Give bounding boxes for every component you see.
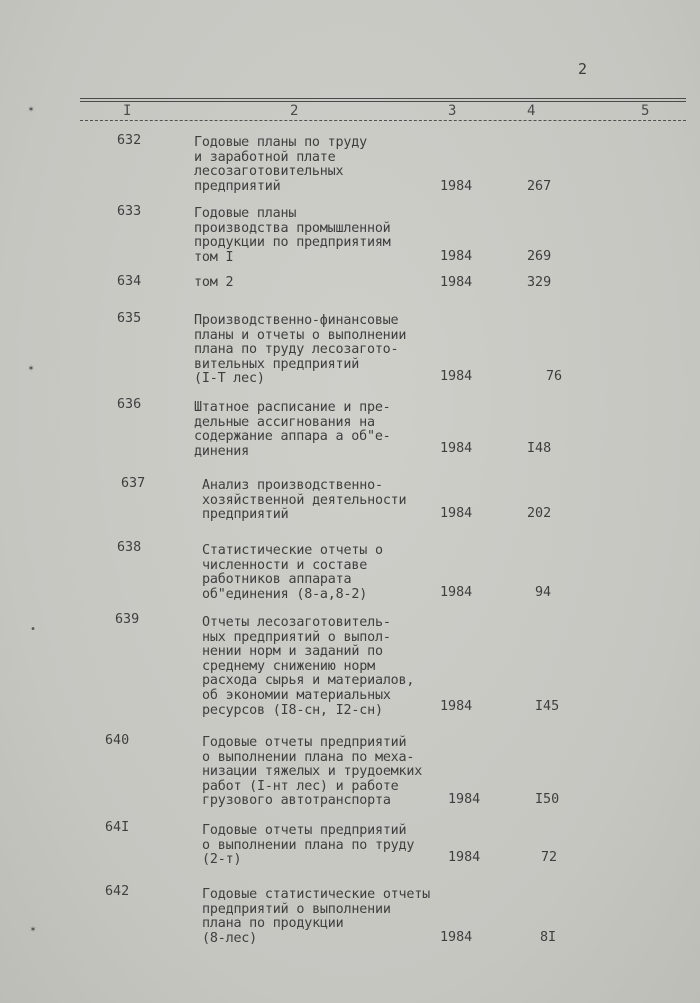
margin-punch-mark: ✶ xyxy=(28,363,35,374)
row-year: 1984 xyxy=(448,850,481,865)
column-header-2: 2 xyxy=(290,103,299,119)
row-number: 637 xyxy=(121,476,146,491)
row-number: 640 xyxy=(105,733,130,748)
row-title: Штатное расписание и пре- дельные ассигнования на содержание аппара а об"е- динения xyxy=(194,400,391,459)
row-number: 64I xyxy=(105,820,130,835)
row-title: Годовые статистические отчеты предприятий о выполнении плана по продукции (8-лес) xyxy=(202,887,430,946)
header-rule-top xyxy=(80,98,686,99)
row-number: 633 xyxy=(117,204,142,219)
row-number: 639 xyxy=(115,612,140,627)
row-year: 1984 xyxy=(440,506,473,521)
margin-punch-mark: ✶ xyxy=(28,104,35,115)
row-title: Годовые отчеты предприятий о выполнении плана по труду (2-т) xyxy=(202,823,415,868)
column-header-3: 3 xyxy=(448,103,457,119)
column-header-1: I xyxy=(123,103,132,119)
column-header-4: 4 xyxy=(527,103,536,119)
row-title: Статистические отчеты о численности и составе работников аппарата об"единения (8-а,8-2) xyxy=(202,543,383,602)
row-year: 1984 xyxy=(440,585,473,600)
row-count: I45 xyxy=(535,699,560,714)
row-count: I50 xyxy=(535,792,560,807)
row-title: Производственно-финансовые планы и отчеты о выполнении плана по труду лесозагото- вительных предприятий (I-Т лес) xyxy=(194,313,407,387)
row-number: 638 xyxy=(117,540,142,555)
margin-punch-mark: • xyxy=(30,624,37,635)
row-year: 1984 xyxy=(440,441,473,456)
row-title: Годовые планы производства промышленной продукции по предприятиям том I xyxy=(194,206,391,265)
row-title: Анализ производственно- хозяйственной деятельности предприятий xyxy=(202,478,407,523)
row-count: I48 xyxy=(527,441,552,456)
margin-punch-mark: ✶ xyxy=(30,924,37,935)
row-number: 635 xyxy=(117,311,142,326)
row-title: Годовые отчеты предприятий о выполнении плана по меха- низации тяжелых и трудоемких работ (I-нт лес) и работе грузового автотранспорта xyxy=(202,735,423,809)
row-number: 636 xyxy=(117,397,142,412)
row-year: 1984 xyxy=(448,792,481,807)
header-rule-bottom xyxy=(80,120,686,121)
row-number: 642 xyxy=(105,884,130,899)
row-title: Отчеты лесозаготовитель- ных предприятий о выпол- нении норм и заданий по среднему снижению норм расхода сырья и материалов, об экономии материальных ресурсов (I8-сн, I2-сн) xyxy=(202,615,415,718)
row-count: 94 xyxy=(535,585,552,600)
row-count: 329 xyxy=(527,275,552,290)
row-year: 1984 xyxy=(440,249,473,264)
row-number: 632 xyxy=(117,133,142,148)
row-count: 269 xyxy=(527,249,552,264)
row-year: 1984 xyxy=(440,369,473,384)
row-title: том 2 xyxy=(194,275,234,290)
row-year: 1984 xyxy=(440,179,473,194)
row-count: 267 xyxy=(527,179,552,194)
row-count: 76 xyxy=(546,369,563,384)
row-year: 1984 xyxy=(440,275,473,290)
header-rule-second xyxy=(80,101,686,102)
row-title: Годовые планы по труду и заработной плате лесозаготовительных предприятий xyxy=(194,135,367,194)
column-header-5: 5 xyxy=(641,103,650,119)
row-count: 202 xyxy=(527,506,552,521)
row-number: 634 xyxy=(117,274,142,289)
row-count: 72 xyxy=(541,850,558,865)
row-year: 1984 xyxy=(440,699,473,714)
row-count: 8I xyxy=(540,930,557,945)
row-year: 1984 xyxy=(440,930,473,945)
page-number: 2 xyxy=(578,60,588,78)
